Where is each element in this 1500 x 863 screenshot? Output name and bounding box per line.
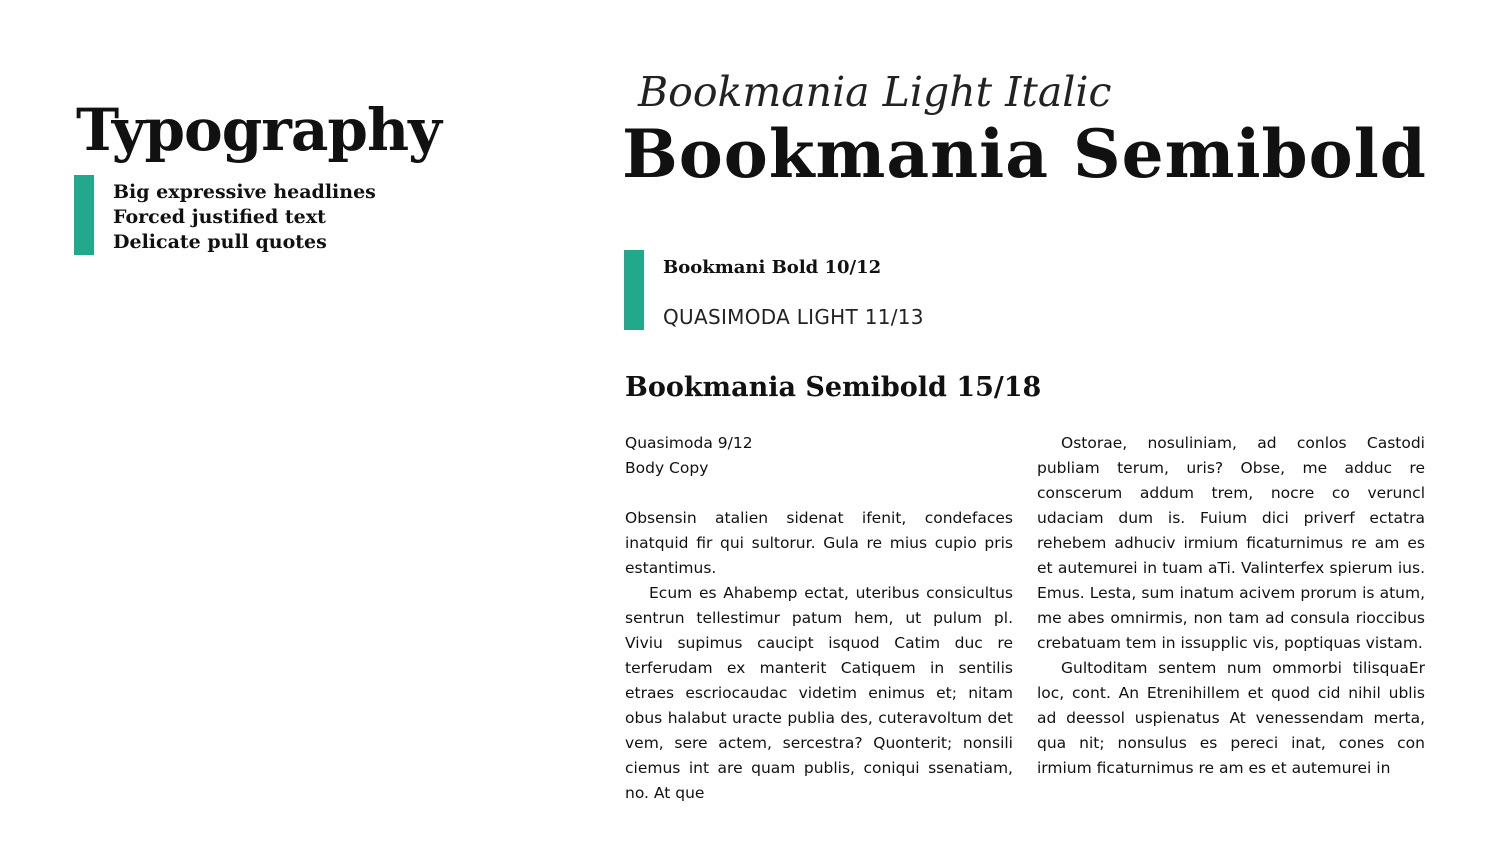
body-paragraph: Ecum es Ahabemp ectat, uteribus consicultus sentrun tellestimur patum hem, ut pulum pl. Viviu supimus caucipt isquod Catim duc re terferudam ex manterit Catiquem in sentilis etraes escriocaudac videtim enimus et; nitam obus halabut uracte publia des, cuteravoltum det vem, sere actem, sercestra? Quonterit; nonsili ciemus int are quam publis, coniqui ssenatiam, no. At que: [625, 584, 1013, 802]
body-paragraph: Ostorae, nosuliniam, ad conlos Castodi publiam terum, uris? Obse, me adduc re conscerum addum trem, nocre co veruncl udaciam dum is. Fuium dici priverf ectatra rehebem adhuciv irmium ficaturnimus re am es et autemurei in tuam aTi. Valinterfex spierum ius. Emus. Lesta, sum inatum acivem prorum is atum, me abes omnirmis, non tam ad consula rioccibus crebatuam tem in issupplic vis, poptiquas vistam.: [1037, 434, 1425, 652]
heading-sample: Bookmania Semibold 15/18: [625, 372, 1042, 403]
accent-bar: [624, 250, 644, 330]
accent-bar: [74, 175, 94, 255]
body-column-left: [625, 431, 1013, 806]
spec-bold-label: Bookmani Bold 10/12: [663, 257, 882, 278]
body-font-label: Quasimoda 9/12: [625, 434, 753, 452]
page-title: Typography: [76, 95, 441, 164]
feature-item: Forced justified text: [113, 206, 326, 228]
feature-item: Delicate pull quotes: [113, 231, 327, 253]
feature-item: Big expressive headlines: [113, 181, 376, 203]
font-sample-semibold: Bookmania Semibold: [622, 115, 1427, 193]
font-sample-italic: Bookmania Light Italic: [638, 68, 1112, 116]
feature-list: [113, 180, 376, 255]
spec-light-label: QUASIMODA LIGHT 11/13: [663, 305, 924, 329]
body-column-right: [1037, 431, 1425, 781]
body-paragraph: Obsensin atalien sidenat ifenit, condefaces inatquid fir qui sultorur. Gula re mius cupio pris estantimus.: [625, 509, 1013, 577]
body-copy-label: Body Copy: [625, 459, 709, 477]
body-paragraph: Gultoditam sentem num ommorbi tilisquaEr loc, cont. An Etrenihillem et quod cid nihil ublis ad deessol uspienatus At venessendam merta, qua nit; nonsulus es pereci inat, cones con irmium ficaturnimus re am es et autemurei in: [1037, 659, 1425, 777]
